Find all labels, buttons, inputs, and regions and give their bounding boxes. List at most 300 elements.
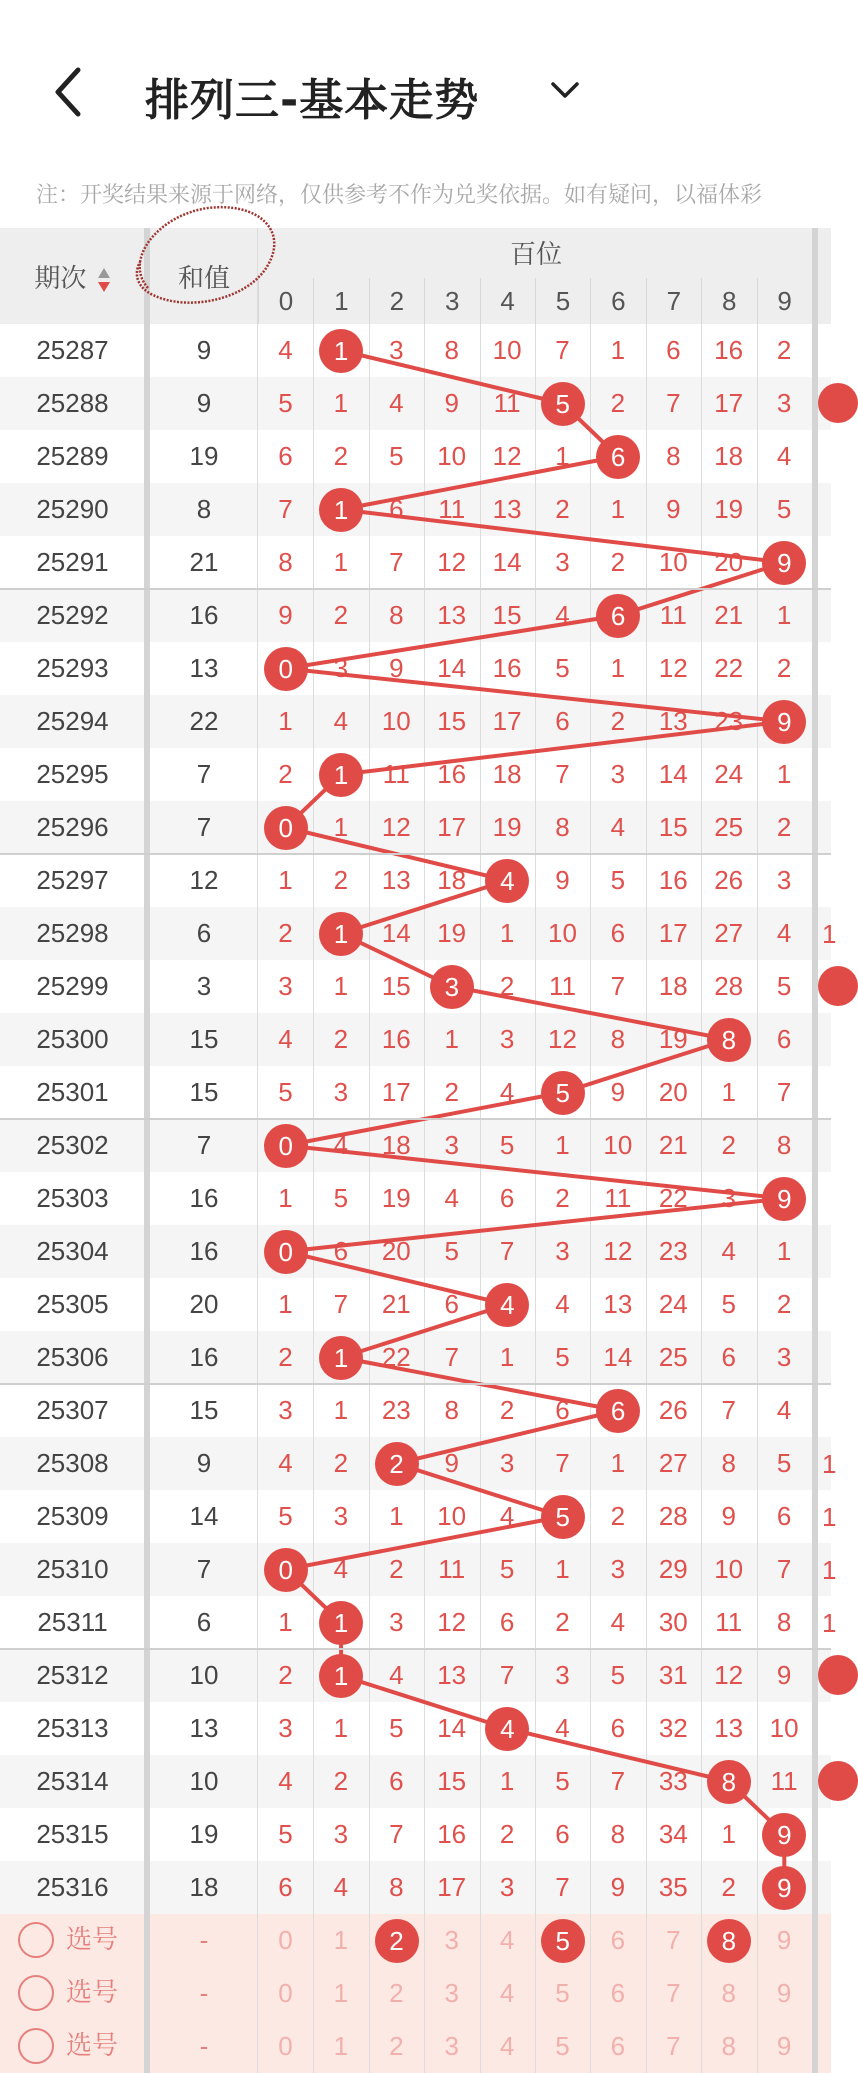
issue-number: 25315	[36, 1819, 109, 1849]
miss-count: 8	[776, 1130, 792, 1160]
pick-digit[interactable]: 1	[333, 1925, 349, 1955]
miss-count: 3	[333, 1501, 349, 1531]
table-row	[0, 1384, 831, 1437]
miss-count: 12	[381, 812, 411, 842]
miss-count: 4	[555, 600, 570, 630]
picked-ball[interactable]: 5	[541, 1919, 585, 1963]
pick-digit[interactable]: 3	[444, 1978, 459, 2008]
miss-count: 15	[658, 812, 688, 842]
miss-count: 8	[444, 335, 459, 365]
hit-ball: 0	[264, 647, 308, 691]
hit-ball: 1	[319, 488, 363, 532]
issue-number: 25292	[36, 600, 109, 630]
miss-count: 23	[714, 706, 744, 736]
miss-count: 4	[389, 1660, 404, 1690]
miss-count: 16	[437, 1819, 467, 1849]
sum-value: 15	[189, 1395, 219, 1425]
next-column-value: 1	[822, 1608, 837, 1638]
miss-count: 18	[437, 865, 467, 895]
miss-count: 4	[278, 1448, 293, 1478]
hit-ball: 6	[596, 1389, 640, 1433]
hit-ball: 4	[485, 1707, 529, 1751]
miss-count: 26	[658, 1395, 688, 1425]
sum-value: 6	[196, 1607, 212, 1637]
miss-count: 27	[658, 1448, 688, 1478]
miss-count: 19	[714, 494, 744, 524]
miss-count: 1	[555, 1130, 570, 1160]
miss-count: 3	[610, 1554, 626, 1584]
miss-count: 1	[333, 1713, 349, 1743]
miss-count: 10	[658, 547, 688, 577]
table-row	[0, 1649, 831, 1702]
issue-number: 25310	[36, 1554, 109, 1584]
issue-number: 25313	[36, 1713, 109, 1743]
miss-count: 8	[776, 1607, 792, 1637]
miss-count: 1	[721, 1077, 736, 1107]
table-row	[0, 642, 831, 695]
miss-count: 7	[776, 1554, 792, 1584]
miss-count: 6	[776, 1024, 792, 1054]
miss-count: 1	[278, 1183, 293, 1213]
miss-count: 8	[278, 547, 293, 577]
table-row	[0, 801, 831, 854]
miss-count: 16	[714, 335, 744, 365]
digit-header-6: 6	[590, 278, 645, 324]
miss-count: 11	[493, 388, 521, 418]
issue-number: 25298	[36, 918, 109, 948]
pick-digit[interactable]: 4	[499, 1925, 515, 1955]
miss-count: 11	[438, 494, 466, 524]
miss-count: 8	[666, 441, 681, 471]
miss-count: 5	[278, 388, 293, 418]
miss-count: 1	[721, 1819, 736, 1849]
miss-count: 4	[278, 1024, 293, 1054]
table-row	[0, 536, 831, 589]
miss-count: 2	[721, 1872, 736, 1902]
sum-value: 6	[196, 918, 212, 948]
issue-column-header[interactable]	[0, 258, 145, 295]
miss-count: 34	[658, 1819, 688, 1849]
miss-count: 7	[389, 547, 404, 577]
pick-digit[interactable]: 6	[610, 1925, 626, 1955]
miss-count: 3	[721, 1183, 736, 1213]
issue-number: 25288	[36, 388, 109, 418]
miss-count: 6	[776, 1501, 792, 1531]
miss-count: 2	[333, 1766, 349, 1796]
sum-value: 20	[189, 1289, 219, 1319]
miss-count: 11	[770, 1766, 798, 1796]
hit-ball: 0	[264, 1548, 308, 1592]
miss-count: 6	[555, 1819, 570, 1849]
picked-ball[interactable]: 2	[375, 1919, 419, 1963]
pick-row	[0, 1914, 831, 1967]
miss-count: 10	[769, 1713, 799, 1743]
table-row	[0, 483, 831, 536]
pick-digit[interactable]: 7	[666, 1978, 681, 2008]
miss-count: 1	[333, 812, 349, 842]
miss-count: 4	[499, 1501, 515, 1531]
miss-count: 6	[333, 1236, 349, 1266]
next-column-ball	[818, 383, 858, 423]
hit-ball: 5	[541, 382, 585, 426]
sum-value: 21	[189, 547, 219, 577]
pick-digit[interactable]: 9	[776, 1978, 792, 2008]
pick-digit[interactable]: 4	[499, 1978, 515, 2008]
miss-count: 8	[389, 600, 404, 630]
group-separator	[0, 1383, 831, 1385]
table-row	[0, 1119, 831, 1172]
miss-count: 7	[444, 1342, 459, 1372]
table-row	[0, 1490, 831, 1543]
miss-count: 1	[499, 1342, 515, 1372]
table-row	[0, 960, 831, 1013]
hit-ball: 6	[596, 594, 640, 638]
issue-number: 25294	[36, 706, 109, 736]
miss-count: 28	[714, 971, 744, 1001]
miss-count: 6	[278, 1872, 293, 1902]
issue-number: 25305	[36, 1289, 109, 1319]
miss-count: 4	[610, 812, 626, 842]
pick-radio[interactable]	[18, 2028, 54, 2064]
sum-value: 7	[196, 812, 212, 842]
miss-count: 8	[610, 1819, 626, 1849]
miss-count: 9	[776, 1660, 792, 1690]
pick-digit[interactable]: 7	[666, 1925, 681, 1955]
miss-count: 6	[389, 494, 404, 524]
table-row	[0, 1225, 831, 1278]
miss-count: 6	[610, 918, 626, 948]
miss-count: 9	[555, 865, 570, 895]
sum-value: 10	[189, 1660, 219, 1690]
issue-number: 25312	[36, 1660, 109, 1690]
miss-count: 2	[278, 759, 293, 789]
miss-count: 3	[333, 1819, 349, 1849]
pick-digit[interactable]: 1	[333, 1978, 349, 2008]
pick-digit[interactable]: 0	[278, 2031, 293, 2061]
sort-icon[interactable]	[97, 265, 111, 295]
issue-number: 25302	[36, 1130, 109, 1160]
miss-count: 9	[610, 1872, 626, 1902]
miss-count: 1	[776, 600, 792, 630]
pick-digit[interactable]: 9	[776, 2031, 792, 2061]
issue-number: 25296	[36, 812, 109, 842]
miss-count: 1	[776, 759, 792, 789]
miss-count: 3	[389, 335, 404, 365]
hit-ball: 4	[485, 1283, 529, 1327]
miss-count: 14	[381, 918, 411, 948]
hit-ball: 1	[319, 912, 363, 956]
table-row	[0, 1278, 831, 1331]
miss-count: 22	[714, 653, 744, 683]
sum-value: 13	[189, 1713, 219, 1743]
miss-count: 10	[714, 1554, 744, 1584]
miss-count: 19	[437, 918, 467, 948]
hundreds-group-header: 百位	[509, 240, 562, 270]
miss-count: 6	[610, 1713, 626, 1743]
table-row	[0, 1172, 831, 1225]
miss-count: 4	[776, 441, 792, 471]
miss-count: 25	[658, 1342, 688, 1372]
sum-value: 14	[189, 1501, 219, 1531]
miss-count: 9	[666, 494, 681, 524]
miss-count: 12	[437, 1607, 467, 1637]
miss-count: 12	[603, 1236, 633, 1266]
miss-count: 5	[333, 1183, 349, 1213]
miss-count: 17	[381, 1077, 411, 1107]
pick-sum: -	[199, 2031, 209, 2061]
hit-ball: 1	[319, 753, 363, 797]
hit-ball: 9	[762, 1813, 806, 1857]
table-row	[0, 430, 831, 483]
back-icon[interactable]	[48, 62, 98, 122]
issue-number: 25287	[36, 335, 109, 365]
miss-count: 7	[666, 388, 681, 418]
miss-count: 4	[444, 1183, 459, 1213]
issue-number: 25295	[36, 759, 109, 789]
miss-count: 15	[381, 971, 411, 1001]
hit-ball: 5	[541, 1071, 585, 1115]
pick-radio[interactable]	[18, 1975, 54, 2011]
pick-sum: -	[199, 1978, 209, 2008]
issue-number: 25291	[36, 547, 109, 577]
issue-number: 25289	[36, 441, 109, 471]
pick-digit[interactable]: 2	[389, 1978, 404, 2008]
miss-count: 17	[658, 918, 688, 948]
pick-sum: -	[199, 1925, 209, 1955]
miss-count: 7	[333, 1289, 349, 1319]
miss-count: 1	[555, 441, 570, 471]
miss-count: 2	[333, 1024, 349, 1054]
miss-count: 1	[333, 971, 349, 1001]
miss-count: 2	[610, 1501, 626, 1531]
miss-count: 13	[437, 600, 467, 630]
pick-digit[interactable]: 6	[610, 1978, 626, 2008]
miss-count: 25	[714, 812, 744, 842]
pick-digit[interactable]: 6	[610, 2031, 626, 2061]
miss-count: 2	[776, 335, 792, 365]
miss-count: 8	[444, 1395, 459, 1425]
miss-count: 7	[499, 1660, 515, 1690]
sum-value: 7	[196, 1554, 212, 1584]
hit-ball: 9	[762, 1866, 806, 1910]
miss-count: 2	[333, 865, 349, 895]
miss-count: 2	[278, 918, 293, 948]
miss-count: 2	[333, 600, 349, 630]
miss-count: 23	[658, 1236, 688, 1266]
miss-count: 6	[555, 706, 570, 736]
miss-count: 13	[437, 1660, 467, 1690]
miss-count: 2	[555, 494, 570, 524]
grid-line	[369, 324, 370, 2073]
miss-count: 19	[381, 1183, 411, 1213]
miss-count: 6	[444, 1289, 459, 1319]
pick-digit[interactable]: 5	[555, 1978, 570, 2008]
pick-digit[interactable]: 7	[666, 2031, 681, 2061]
miss-count: 9	[610, 1077, 626, 1107]
miss-count: 1	[610, 653, 626, 683]
miss-count: 11	[382, 759, 410, 789]
table-row	[0, 1808, 831, 1861]
sum-value: 16	[189, 1183, 219, 1213]
pick-digit[interactable]: 8	[721, 2031, 736, 2061]
miss-count: 1	[610, 1448, 626, 1478]
grid-line	[646, 324, 647, 2073]
pick-label: 选号	[66, 2031, 119, 2061]
miss-count: 3	[555, 1236, 570, 1266]
miss-count: 12	[492, 441, 522, 471]
next-column-value: 1	[822, 919, 837, 949]
miss-count: 10	[381, 706, 411, 736]
miss-count: 13	[492, 494, 522, 524]
table-row	[0, 1331, 831, 1384]
miss-count: 1	[278, 1289, 293, 1319]
hit-ball: 6	[596, 435, 640, 479]
miss-count: 6	[666, 335, 681, 365]
miss-count: 14	[492, 547, 522, 577]
issue-number: 25290	[36, 494, 109, 524]
miss-count: 5	[555, 1766, 570, 1796]
issue-number: 25314	[36, 1766, 109, 1796]
pick-radio[interactable]	[18, 1922, 54, 1958]
hit-ball: 8	[707, 1760, 751, 1804]
miss-count: 2	[499, 1395, 515, 1425]
grid-line	[424, 324, 425, 2073]
miss-count: 9	[389, 653, 404, 683]
miss-count: 11	[604, 1183, 632, 1213]
miss-count: 13	[658, 706, 688, 736]
miss-count: 8	[389, 1872, 404, 1902]
miss-count: 1	[333, 547, 349, 577]
miss-count: 2	[499, 1819, 515, 1849]
miss-count: 24	[714, 759, 744, 789]
miss-count: 4	[555, 1713, 570, 1743]
miss-count: 2	[776, 812, 792, 842]
table-row	[0, 324, 831, 377]
pick-digit[interactable]: 3	[444, 2031, 459, 2061]
miss-count: 21	[714, 600, 744, 630]
group-separator	[0, 1118, 831, 1120]
miss-count: 3	[776, 865, 792, 895]
sum-value: 3	[196, 971, 212, 1001]
miss-count: 12	[548, 1024, 577, 1054]
pick-digit[interactable]: 8	[721, 1978, 736, 2008]
miss-count: 3	[776, 388, 792, 418]
miss-count: 11	[438, 1554, 466, 1584]
group-separator	[0, 1648, 831, 1650]
miss-count: 7	[610, 971, 626, 1001]
miss-count: 13	[714, 1713, 744, 1743]
miss-count: 27	[714, 918, 744, 948]
issue-number: 25304	[36, 1236, 109, 1266]
group-separator	[0, 588, 831, 590]
grid-line	[590, 324, 591, 2073]
pick-digit[interactable]: 9	[776, 1925, 792, 1955]
next-column-value: 1	[822, 1502, 837, 1532]
sum-value: 10	[189, 1766, 219, 1796]
miss-count: 2	[333, 441, 349, 471]
table-row	[0, 854, 831, 907]
pick-digit[interactable]: 4	[499, 2031, 515, 2061]
miss-count: 4	[278, 1766, 293, 1796]
sum-value: 15	[189, 1024, 219, 1054]
pick-digit[interactable]: 1	[333, 2031, 349, 2061]
miss-count: 7	[610, 1766, 626, 1796]
miss-count: 17	[714, 388, 744, 418]
miss-count: 13	[603, 1289, 633, 1319]
miss-count: 3	[555, 547, 570, 577]
miss-count: 15	[492, 600, 522, 630]
miss-count: 35	[658, 1872, 688, 1902]
digit-header-2: 2	[369, 278, 424, 324]
miss-count: 7	[555, 1448, 570, 1478]
miss-count: 2	[610, 547, 626, 577]
pick-row	[0, 1967, 831, 2020]
miss-count: 1	[278, 706, 293, 736]
app-header	[0, 0, 831, 170]
miss-count: 22	[381, 1342, 411, 1372]
miss-count: 18	[492, 759, 522, 789]
issue-number: 25303	[36, 1183, 109, 1213]
sum-value: 12	[189, 865, 219, 895]
sum-column-header[interactable]: 和值	[177, 264, 230, 294]
miss-count: 8	[721, 1448, 736, 1478]
miss-count: 33	[658, 1766, 688, 1796]
pick-digit[interactable]: 3	[444, 1925, 459, 1955]
miss-count: 14	[603, 1342, 633, 1372]
miss-count: 2	[278, 1660, 293, 1690]
pick-label: 选号	[66, 1978, 119, 2008]
miss-count: 5	[278, 1077, 293, 1107]
sum-value: 18	[189, 1872, 219, 1902]
miss-count: 1	[278, 865, 293, 895]
issue-number: 25316	[36, 1872, 109, 1902]
miss-count: 4	[776, 918, 792, 948]
sum-value: 8	[196, 494, 212, 524]
miss-count: 3	[278, 1395, 293, 1425]
miss-count: 32	[658, 1713, 688, 1743]
miss-count: 8	[555, 812, 570, 842]
next-column-value: 1	[822, 1555, 837, 1585]
pick-digit[interactable]: 2	[389, 2031, 404, 2061]
miss-count: 7	[776, 1077, 792, 1107]
sum-value: 7	[196, 759, 212, 789]
miss-count: 14	[437, 1713, 467, 1743]
sum-value: 9	[196, 1448, 212, 1478]
digit-header-0: 0	[258, 278, 313, 324]
miss-count: 3	[499, 1024, 515, 1054]
miss-count: 26	[714, 865, 744, 895]
issue-header-label: 期次	[34, 264, 87, 294]
miss-count: 1	[776, 1236, 792, 1266]
hit-ball: 5	[541, 1495, 585, 1539]
miss-count: 7	[555, 1872, 570, 1902]
page-title[interactable]: 排列三-基本走势	[145, 75, 480, 126]
digit-header-4: 4	[480, 278, 535, 324]
hit-ball: 1	[319, 329, 363, 373]
miss-count: 2	[776, 1289, 792, 1319]
pick-digit[interactable]: 0	[278, 1925, 293, 1955]
chevron-down-icon[interactable]	[545, 72, 585, 108]
picked-ball[interactable]: 8	[707, 1919, 751, 1963]
pick-digit[interactable]: 5	[555, 2031, 570, 2061]
pick-digit[interactable]: 0	[278, 1978, 293, 2008]
issue-number: 25309	[36, 1501, 109, 1531]
miss-count: 18	[714, 441, 744, 471]
miss-count: 2	[610, 706, 626, 736]
hit-ball: 0	[264, 806, 308, 850]
issue-number: 25308	[36, 1448, 109, 1478]
miss-count: 11	[715, 1607, 743, 1637]
